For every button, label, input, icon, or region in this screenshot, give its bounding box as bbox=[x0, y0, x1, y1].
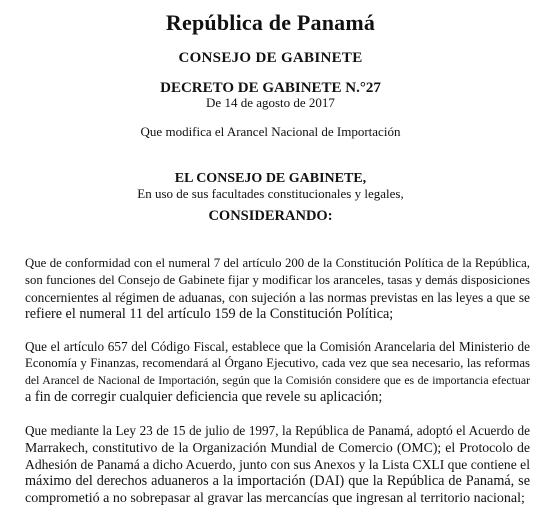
paragraph-line: máximo del derechos aduaneros a la importación (DAI) que la República de Panamá, se bbox=[25, 473, 530, 489]
paragraph-line: concernientes al régimen de aduanas, con sujeción a las normas previstas en las leyes a que se bbox=[25, 290, 530, 305]
paragraph-line: refiere el numeral 11 del artículo 159 de la Constitución Política; bbox=[25, 306, 394, 322]
paragraph-law-23 bbox=[25, 422, 530, 507]
paragraph-line: Que el artículo 657 del Código Fiscal, establece que la Comisión Arancelaria del Ministerio de bbox=[25, 339, 530, 354]
paragraph-line: a fin de corregir cualquier deficiencia que revele su aplicación; bbox=[25, 389, 383, 405]
paragraph-line: son funciones del Consejo de Gabinete fijar y modificar los aranceles, tasas y demás disposiciones bbox=[25, 273, 530, 287]
considering-heading: CONSIDERANDO: bbox=[208, 208, 333, 224]
issuing-body: EL CONSEJO DE GABINETE, bbox=[174, 171, 367, 186]
decree-subject: Que modifica el Arancel Nacional de Importación bbox=[140, 124, 401, 139]
powers-statement: En uso de sus facultades constitucionales y legales, bbox=[137, 186, 404, 201]
paragraph-constitution bbox=[25, 255, 530, 323]
paragraph-line: Que mediante la Ley 23 de 15 de julio de 1997, la República de Panamá, adoptó el Acuerdo de bbox=[25, 423, 530, 438]
decree-number: DECRETO DE GABINETE N.°27 bbox=[160, 80, 381, 96]
paragraph-fiscal-code bbox=[25, 338, 530, 406]
paragraph-line: Marrakech, constitutivo de la Organización Mundial de Comercio (OMC); el Protocolo de bbox=[25, 440, 530, 455]
document-title: República de Panamá bbox=[165, 10, 376, 35]
paragraph-line: Adhesión de Panamá a dicho Acuerdo, junto con sus Anexos y la Lista CXLI que contiene el bbox=[25, 457, 530, 472]
paragraph-line: Economía y Finanzas, recomendará al Órgano Ejecutivo, cada vez que sea necesario, las reformas bbox=[25, 356, 530, 370]
paragraph-line: Que de conformidad con el numeral 7 del artículo 200 de la Constitución Política de la República, bbox=[25, 256, 530, 270]
council-name: CONSEJO DE GABINETE bbox=[178, 50, 363, 66]
paragraph-line: del Arancel de Nacional de Importación, según que la Comisión considere que es de importancia efectuar bbox=[25, 373, 530, 387]
paragraph-line: comprometió a no sobrepasar al gravar las mercancías que ingresan al territorio nacional; bbox=[25, 491, 525, 506]
decree-date: De 14 de agosto de 2017 bbox=[206, 95, 335, 110]
